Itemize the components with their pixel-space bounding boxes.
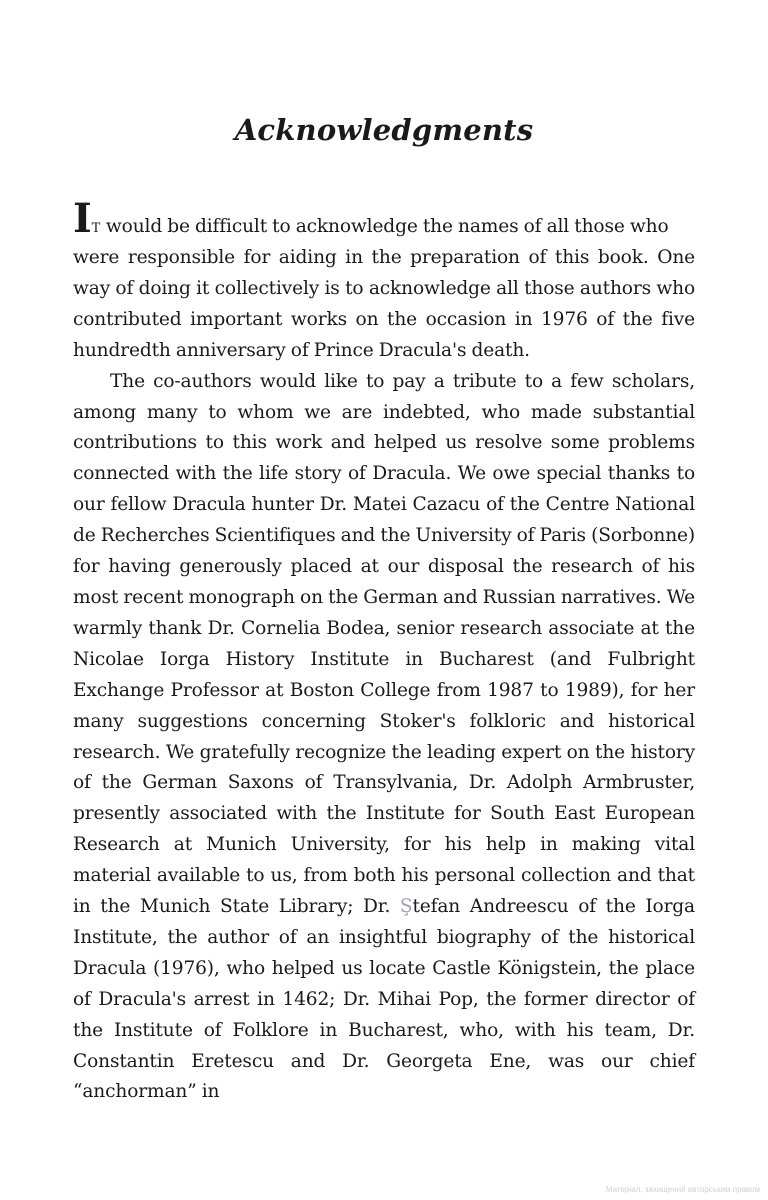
paragraph-2-text-b: tefan Andreescu of the Iorga Institute, the author of an insightful biography of the historical Dracula (1976), who helped us locate Castle Königstein, the place of Dracula's arrest in 1462; Dr. Mihai Pop, the former director of the Institute of Folklore in Bucharest, who, with his team, Dr. Constantin Eretescu and Dr. Georgeta Ene, was our chief “anchorman” in — [73, 896, 695, 1103]
body-text — [73, 195, 695, 1108]
paragraph-2-text-a: The co-authors would like to pay a tribute to a few scholars, among many to whom we are indebted, who made substantial contributions to this work and helped us resolve some problems connected with the life story of Dracula. We owe special thanks to our fellow Dracula hunter Dr. Matei Cazacu of the Centre National de Recherches Scientifiques and the University of Paris (Sorbonne) for having generously placed at our disposal the research of his most recent monograph on the German and Russian narratives. We warmly thank Dr. Cornelia Bodea, senior research associate at the Nicolae Iorga History Institute in Bucharest (and Fulbright Exchange Professor at Boston College from 1987 to 1989), for her many suggestions concerning Stoker's folkloric and historical research. We gratefully recognize the leading expert on the history of the German Saxons of Transylvania, Dr. Adolph Armbruster, presently associated with the Institute for South East European Research at Munich University, for his help in making vital material available to us, from both his personal collection and that in the Munich State Library; Dr. — [73, 370, 695, 918]
drop-cap: I — [73, 195, 92, 242]
small-caps-word: T — [91, 221, 101, 236]
faded-letter: Ş — [399, 896, 413, 918]
copyright-watermark: Матеріал, захищений авторським правом — [605, 1185, 760, 1194]
paragraph-2 — [73, 367, 695, 1109]
page-title: Acknowledgments — [234, 113, 534, 147]
paragraph-1-text: were responsible for aiding in the preparation of this book. One way of doing it collectively is to acknowledge all those authors who contributed important works on the occasion in 1976 of the five hundredth anniversary of Prince Dracula's death. — [73, 247, 695, 361]
paragraph-1 — [73, 195, 695, 367]
first-line — [73, 195, 695, 243]
first-line-text: would be difficult to acknowledge the names of all those who — [100, 216, 669, 237]
